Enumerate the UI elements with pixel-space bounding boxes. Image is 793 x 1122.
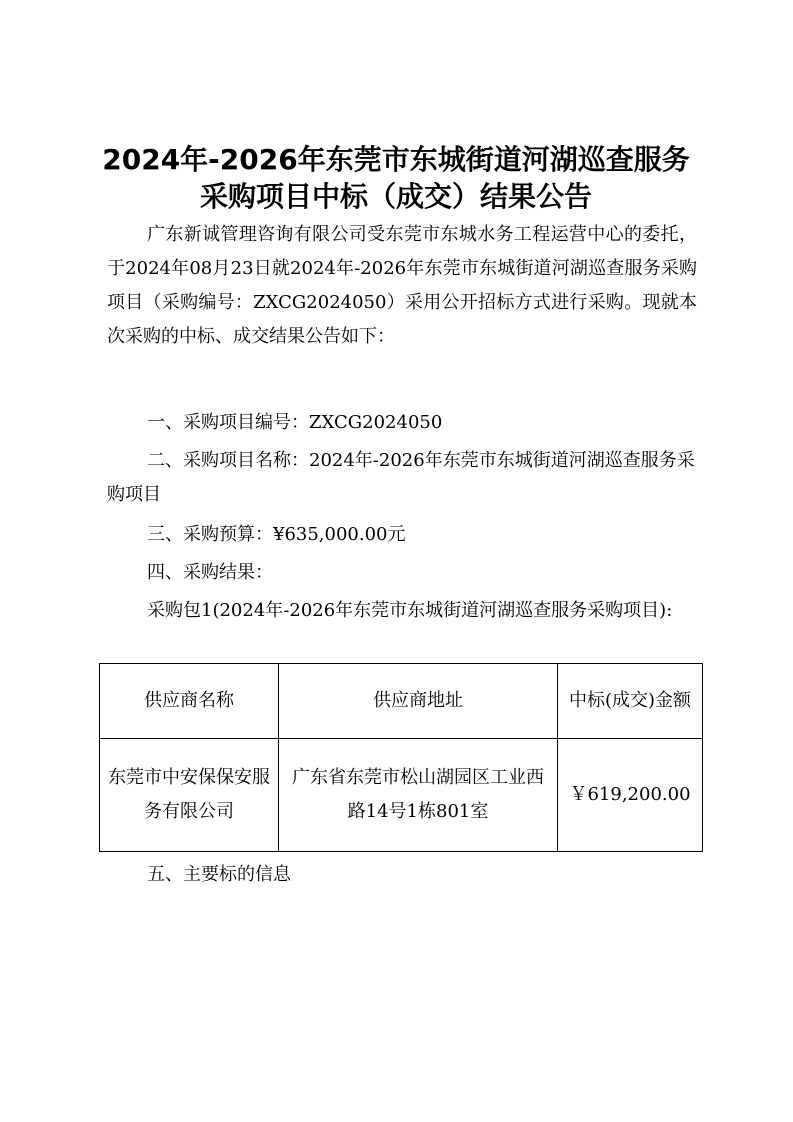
cell-award-amount: ￥619,200.00 [558, 739, 703, 852]
section-main-subject: 五、主要标的信息 [147, 864, 291, 885]
cell-supplier-address: 广东省东莞市松山湖园区工业西路14号1栋801室 [279, 739, 558, 852]
intro-paragraph: 广东新诚管理咨询有限公司受东莞市东城水务工程运营中心的委托，于2024年08月23日就2024年-2026年东莞市东城街道河湖巡查服务采购项目（采购编号：ZXCG2024050）采用公开招标方式进行采购。现就本次采购的中标、成交结果公告如下： [107, 224, 697, 347]
table-row [100, 739, 703, 852]
section-project-name: 二、采购项目名称：2024年-2026年东莞市东城街道河湖巡查服务采购项目 [107, 450, 695, 505]
header-supplier-address: 供应商地址 [279, 664, 558, 739]
table-header-row [100, 664, 703, 739]
result-table [99, 663, 703, 852]
title-line-2: 采购项目中标（成交）结果公告 [199, 180, 592, 213]
section-result: 四、采购结果： [147, 562, 273, 583]
section-project-number: 一、采购项目编号：ZXCG2024050 [147, 412, 443, 433]
cell-supplier-name: 东莞市中安保保安服务有限公司 [100, 739, 279, 852]
section-budget: 三、采购预算：¥635,000.00元 [147, 524, 406, 545]
title-line-1: 2024年-2026年东莞市东城街道河湖巡查服务 [102, 143, 690, 176]
package-label: 采购包1(2024年-2026年东莞市东城街道河湖巡查服务采购项目): [147, 600, 673, 621]
header-supplier-name: 供应商名称 [100, 664, 279, 739]
header-award-amount: 中标(成交)金额 [558, 664, 703, 739]
